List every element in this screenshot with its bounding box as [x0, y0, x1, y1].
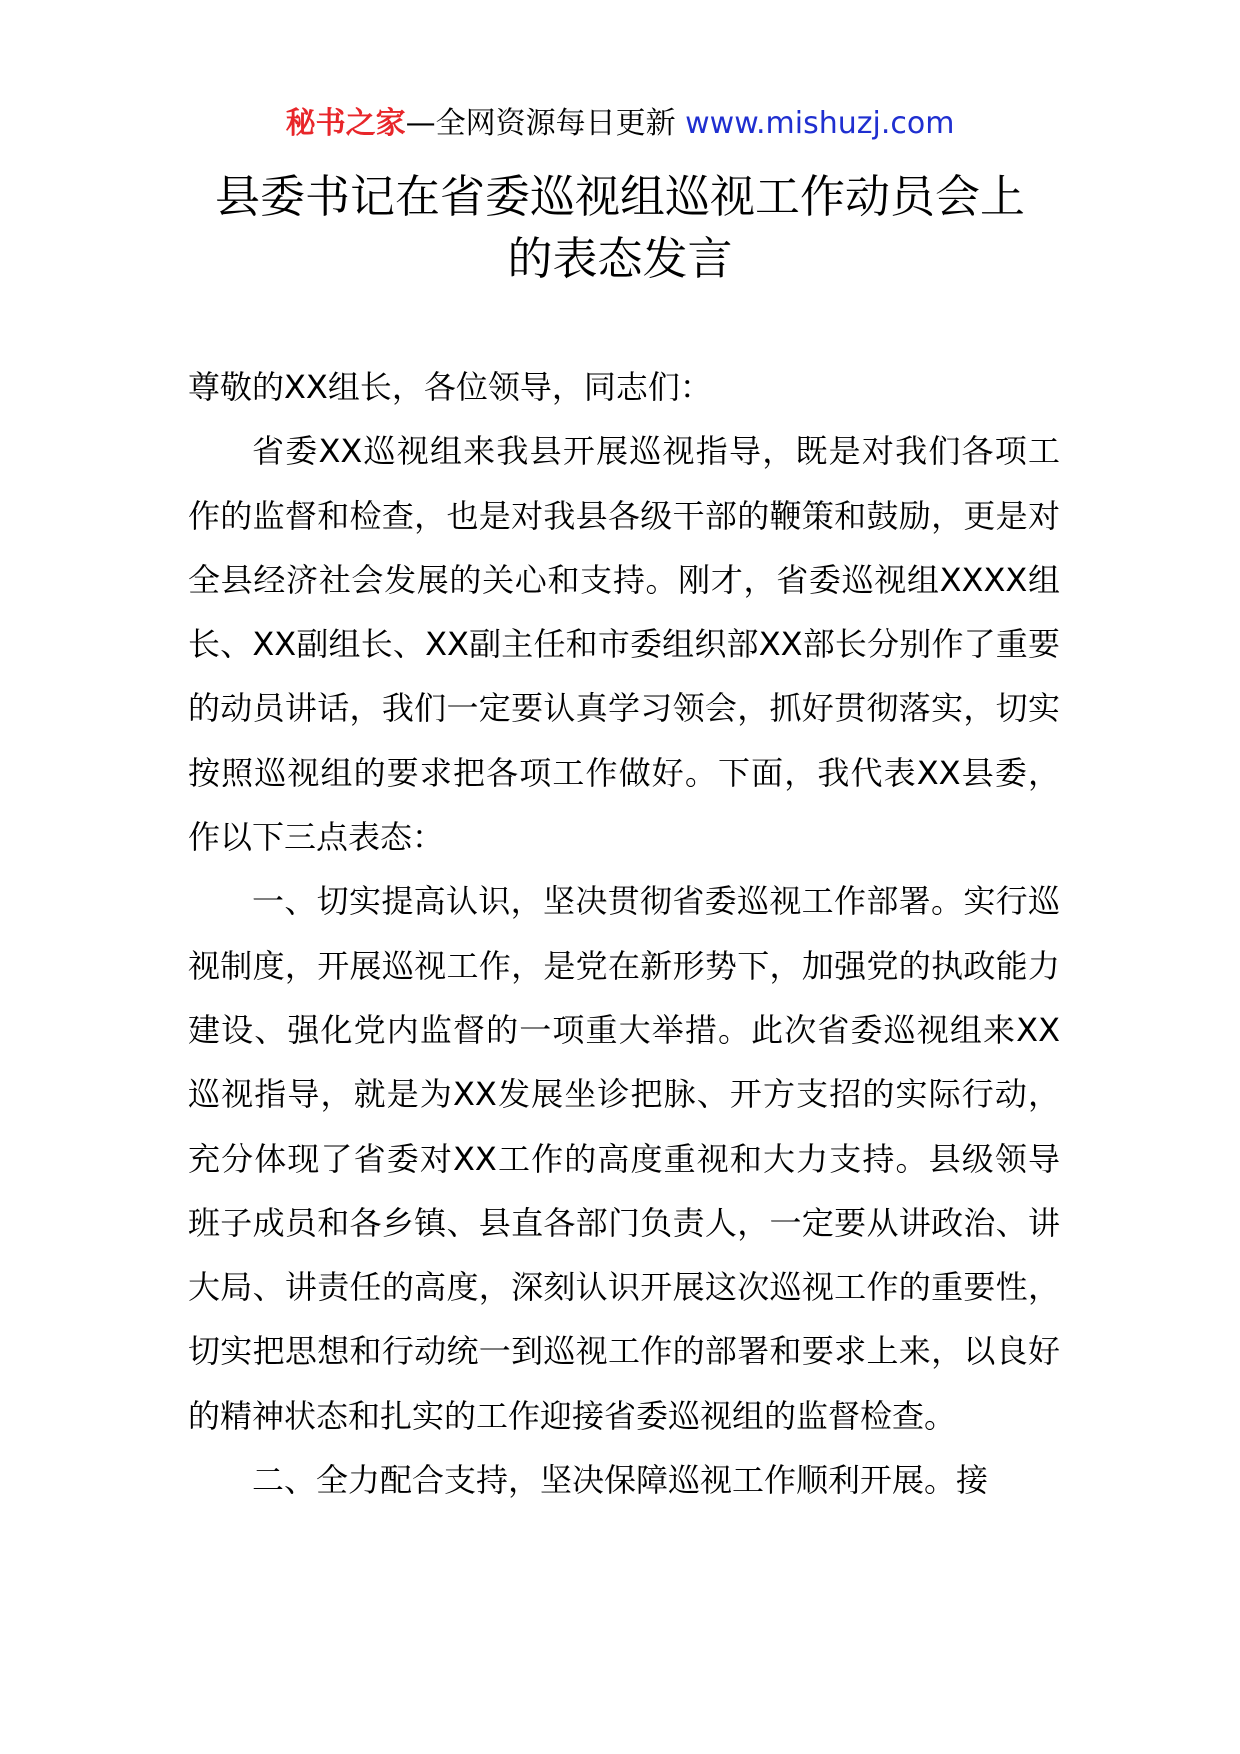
- body-paragraph-point-2: 二、全力配合支持，坚决保障巡视工作顺利开展。接: [252, 1461, 989, 1500]
- salutation: 尊敬的XX组长，各位领导，同志们：: [188, 368, 712, 406]
- document-title-line-2: 的表态发言: [507, 232, 733, 285]
- document-body: [188, 355, 1060, 1512]
- site-tagline: —全网资源每日更新: [405, 106, 676, 141]
- document-title: [160, 166, 1080, 290]
- body-paragraph-point-1: 一、切实提高认识，坚决贯彻省委巡视工作部署。实行巡视制度，开展巡视工作，是党在新形势下，加强党的执政能力建设、强化党内监督的一项重大举措。此次省委巡视组来XX巡视指导，就是为XX发展坐诊把脉、开方支招的实际行动，充分体现了省委对XX工作的高度重视和大力支持。县级领导班子成员和各乡镇、县直各部门负责人，一定要从讲政治、讲大局、讲责任的高度，深刻认识开展这次巡视工作的重要性，切实把思想和行动统一到巡视工作的部署和要求上来，以良好的精神状态和扎实的工作迎接省委巡视组的监督检查。: [188, 882, 1060, 1435]
- site-url-link[interactable]: www.mishuzj.com: [685, 106, 955, 141]
- site-banner: [0, 104, 1240, 144]
- document-title-line-1: 县委书记在省委巡视组巡视工作动员会上: [214, 170, 1025, 223]
- body-paragraph-intro: 省委XX巡视组来我县开展巡视指导，既是对我们各项工作的监督和检查，也是对我县各级干部的鞭策和鼓励，更是对全县经济社会发展的关心和支持。刚才，省委巡视组XXXX组长、XX副组长、XX副主任和市委组织部XX部长分别作了重要的动员讲话，我们一定要认真学习领会，抓好贯彻落实，切实按照巡视组的要求把各项工作做好。下面，我代表XX县委，作以下三点表态：: [188, 432, 1060, 857]
- site-brand: 秘书之家: [285, 106, 406, 141]
